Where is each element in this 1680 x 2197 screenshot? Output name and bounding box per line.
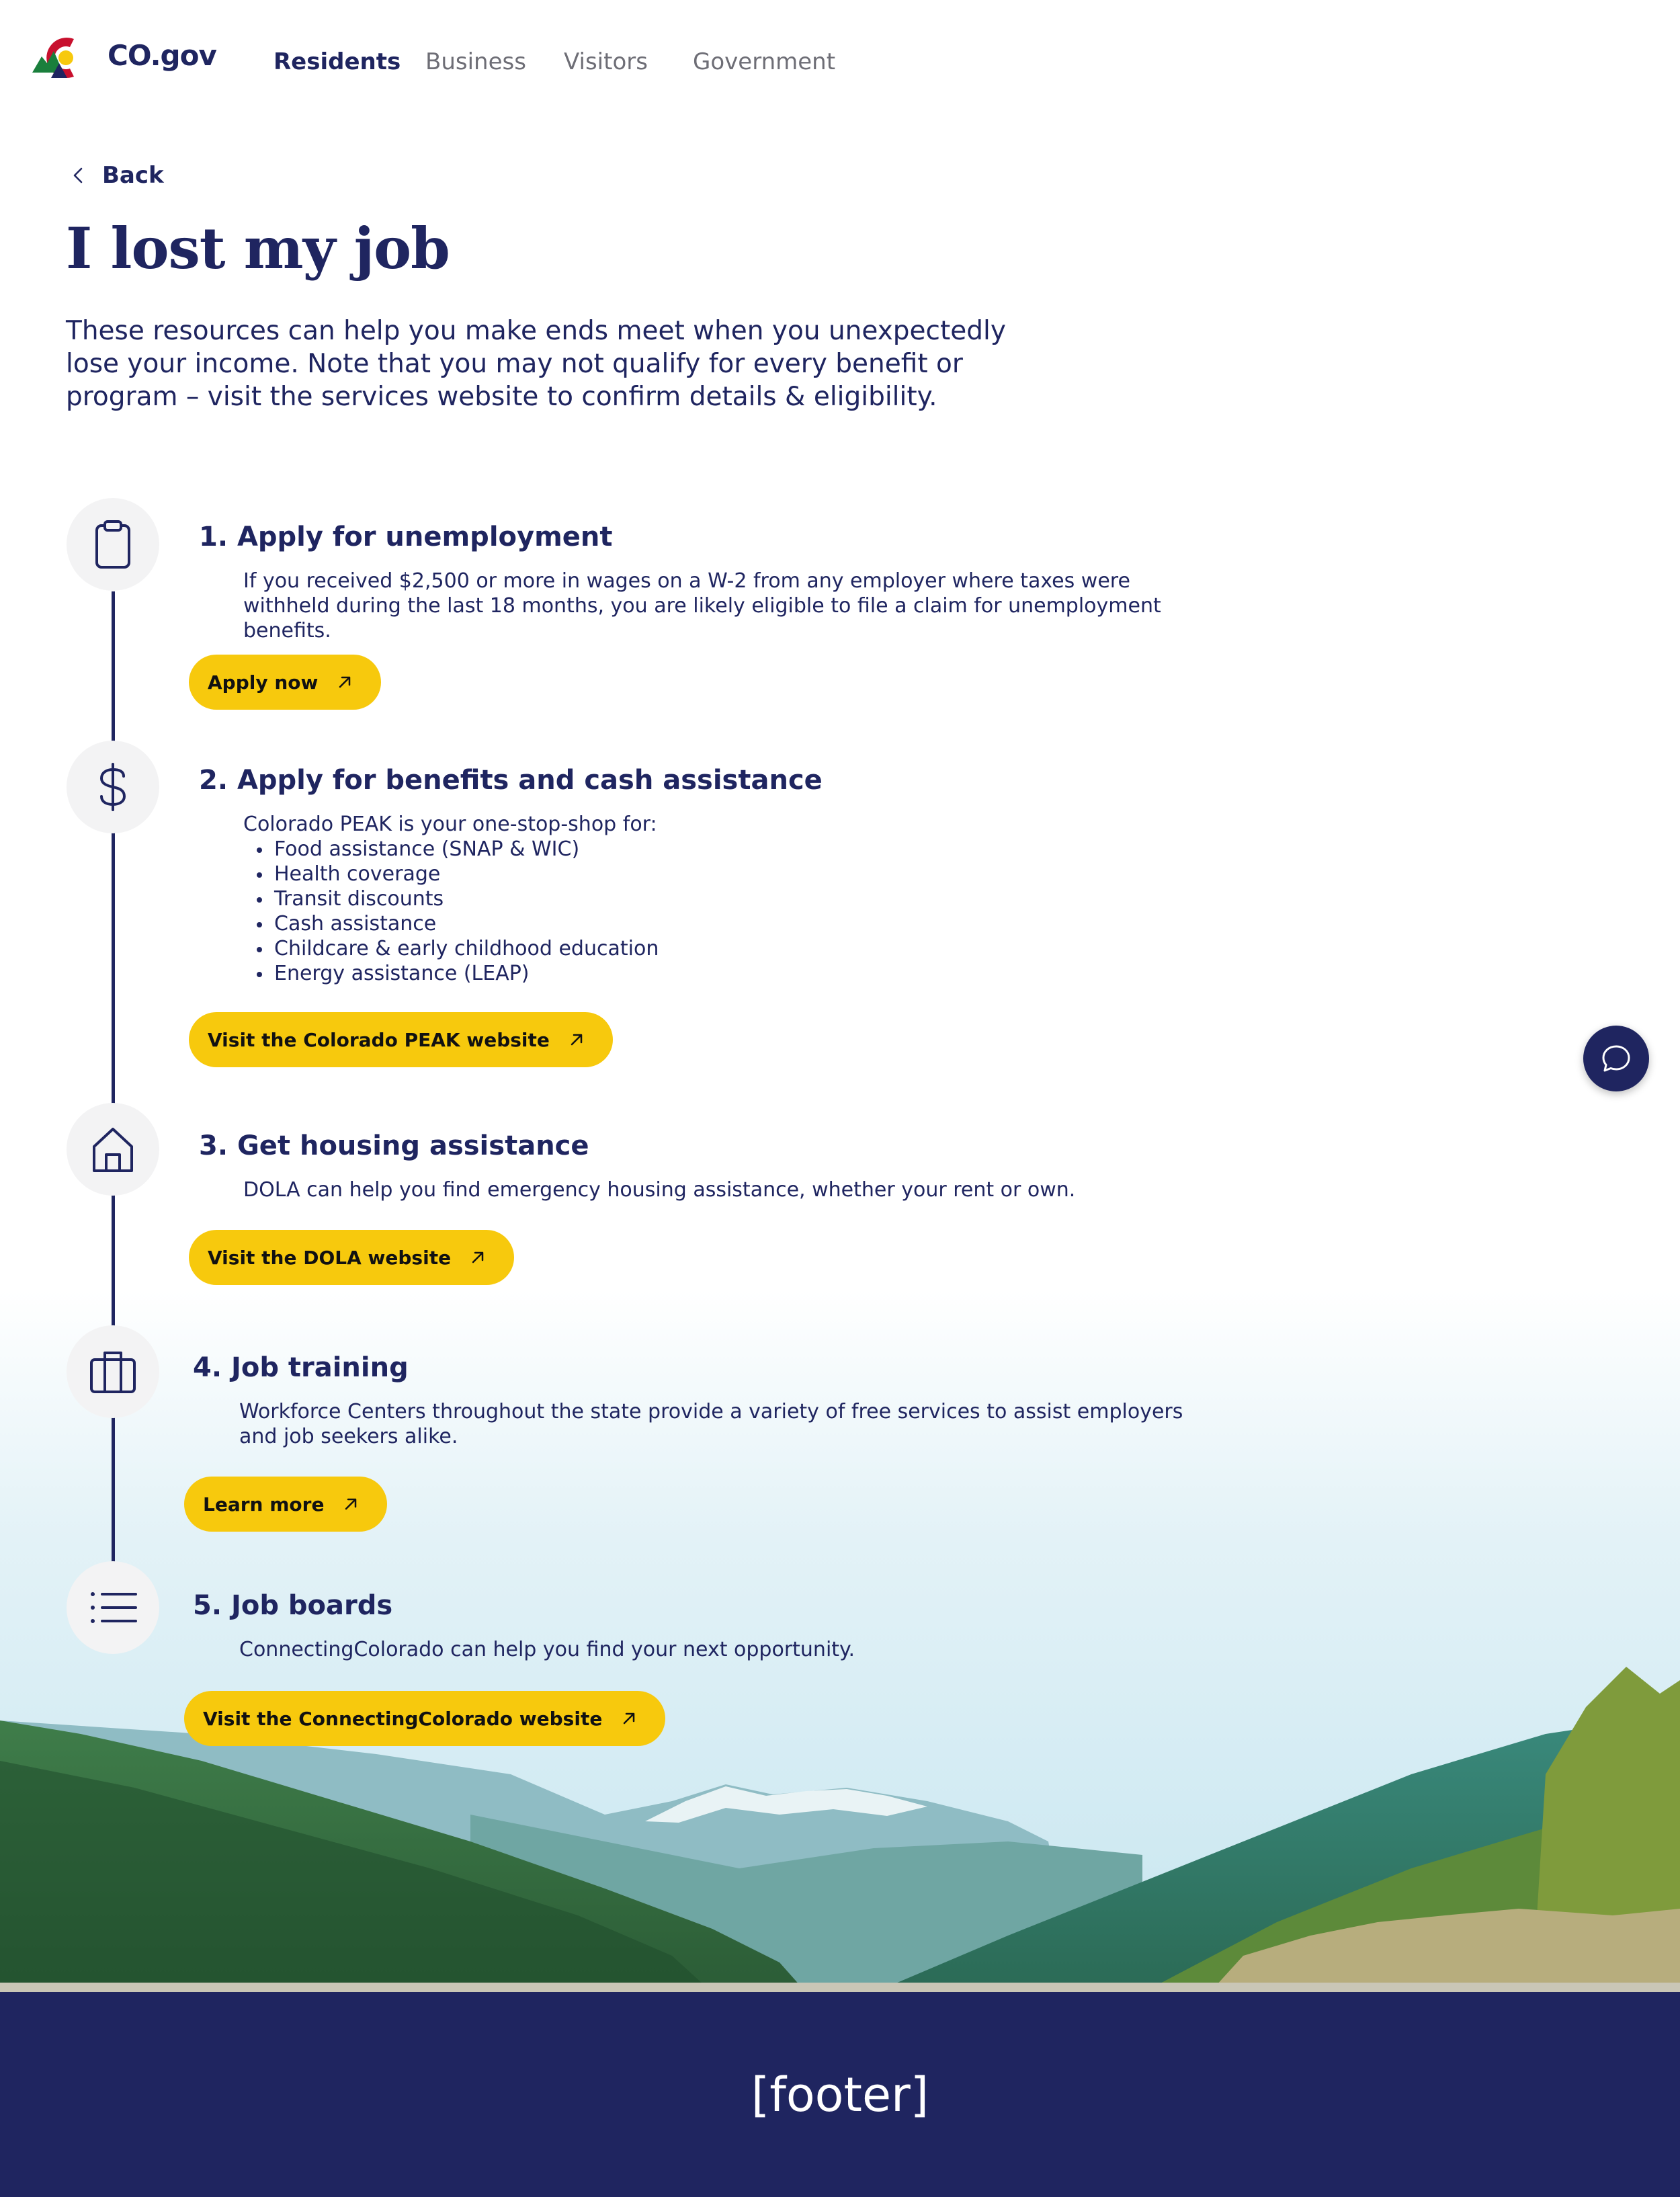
step-2-body [243,812,1117,986]
visit-connectingcolorado-label: Visit the ConnectingColorado website [203,1707,603,1730]
arrow-up-right-icon [620,1709,638,1728]
timeline-line [112,591,115,1573]
arrow-up-right-icon [341,1495,360,1514]
dollar-icon [85,759,141,815]
visit-peak-button[interactable] [189,1012,613,1067]
step-2-icon-circle [67,741,159,833]
list-item: Transit discounts [243,886,1117,911]
briefcase-icon [85,1343,141,1400]
step-5-body: ConnectingColorado can help you find your next opportunity. [239,1638,855,1661]
list-item: Food assistance (SNAP & WIC) [243,837,1117,862]
list-item: Energy assistance (LEAP) [243,961,1117,986]
list-item: Health coverage [243,862,1117,886]
step-1-body: If you received $2,500 or more in wages on a W-2 from any employer where taxes were withheld during the last 18 months, you are likely eligible to file a claim for unemployment benefits. [243,569,1161,642]
step-2-title: 2. Apply for benefits and cash assistance [199,765,823,796]
site-header [0,0,1680,121]
step-2-intro: Colorado PEAK is your one-stop-shop for: [243,813,657,836]
back-label: Back [102,162,164,189]
learn-more-button[interactable] [184,1477,387,1532]
site-logo-text[interactable]: CO.gov [108,39,216,72]
step-3-title: 3. Get housing assistance [199,1130,589,1161]
intro-description: These resources can help you make ends meet when you unexpectedly lose your income. Note that you may not qualify for every benefit or program – visit the services website to confirm details & eligibility. [66,316,1006,412]
visit-connectingcolorado-button[interactable] [184,1691,665,1746]
apply-now-label: Apply now [208,671,319,694]
house-icon [85,1121,141,1177]
step-3-body: DOLA can help you find emergency housing assistance, whether your rent or own. [243,1178,1076,1202]
step-3-icon-circle [67,1103,159,1196]
page-title: I lost my job [66,215,450,282]
list-item: Cash assistance [243,911,1117,936]
nav-government[interactable]: Government [693,48,836,75]
arrow-up-right-icon [567,1030,586,1049]
visit-peak-label: Visit the Colorado PEAK website [208,1028,550,1051]
back-link[interactable] [70,161,164,190]
visit-dola-button[interactable] [189,1230,514,1285]
arrow-up-right-icon [335,673,354,692]
footer-placeholder: [footer] [751,2067,929,2122]
colorado-logo-icon[interactable] [32,34,94,82]
step-5-title: 5. Job boards [193,1590,393,1621]
list-icon [85,1579,141,1636]
step-4-icon-circle [67,1325,159,1418]
apply-now-button[interactable] [189,655,381,710]
clipboard-icon [85,516,141,573]
learn-more-label: Learn more [203,1493,325,1516]
step-1-title: 1. Apply for unemployment [199,522,613,552]
step-1-icon-circle [67,498,159,591]
chat-button[interactable] [1583,1026,1649,1091]
arrow-up-right-icon [468,1248,487,1267]
site-footer [0,1992,1680,2197]
benefits-list [243,837,1117,986]
step-5-icon-circle [67,1561,159,1654]
nav-residents[interactable]: Residents [274,48,401,75]
chat-bubble-icon [1599,1041,1634,1076]
list-item: Childcare & early childhood education [243,936,1117,961]
step-4-title: 4. Job training [193,1352,409,1383]
nav-business[interactable]: Business [425,48,526,75]
nav-visitors[interactable]: Visitors [564,48,648,75]
visit-dola-label: Visit the DOLA website [208,1246,452,1269]
step-4-body: Workforce Centers throughout the state provide a variety of free services to assist employers and job seekers alike. [239,1400,1183,1448]
chevron-left-icon [70,167,87,184]
